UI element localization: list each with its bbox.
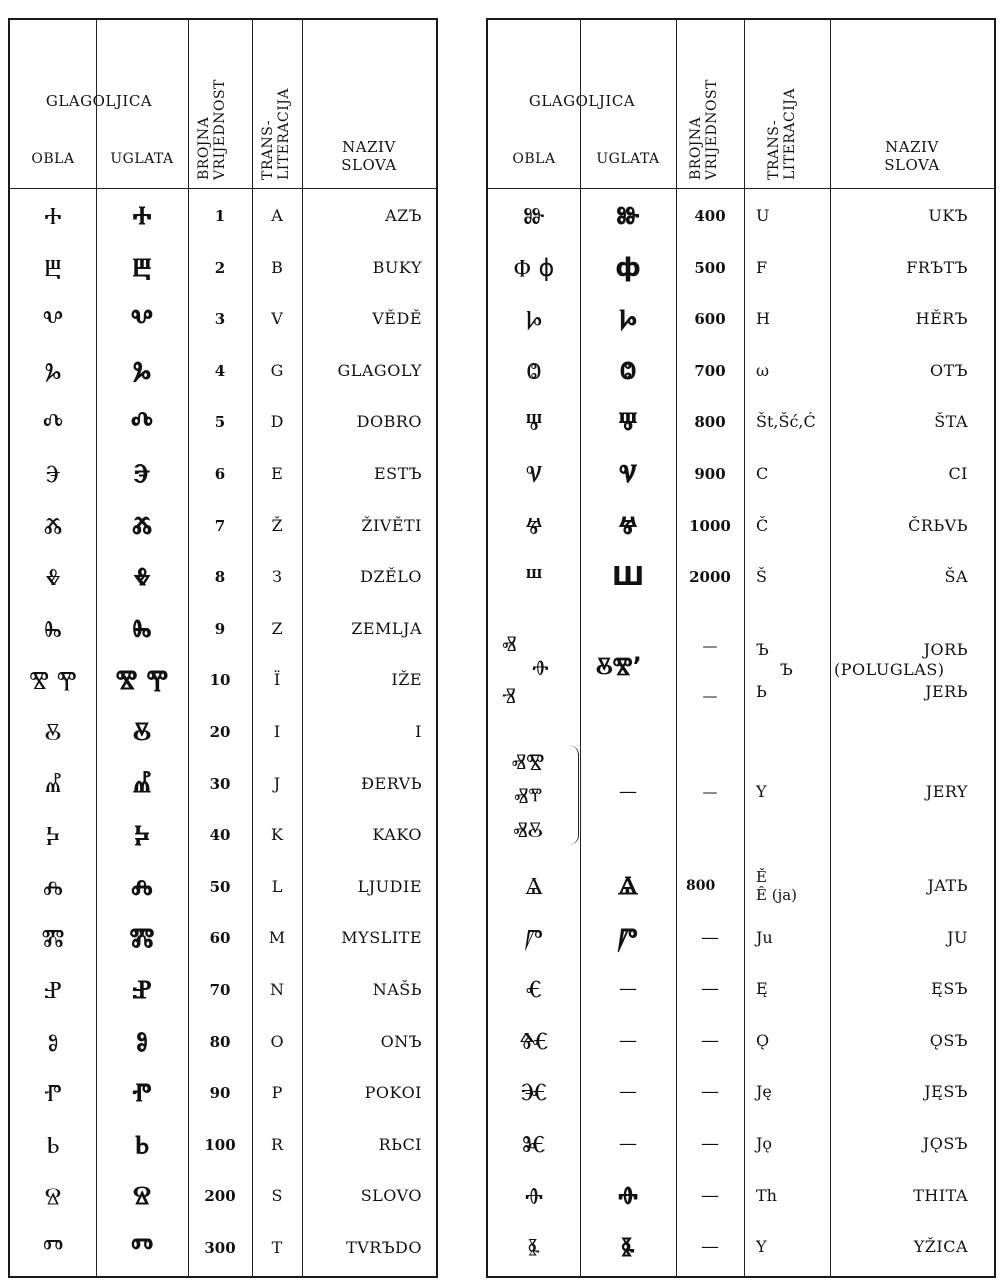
naziv-header-line2: SLOVA bbox=[341, 156, 397, 174]
numeric-value: 500 bbox=[694, 258, 726, 277]
jery-brace bbox=[568, 745, 579, 845]
brojna-vrijednost-header: BROJNA VRIJEDNOST bbox=[688, 79, 720, 180]
obla-glyph: Ⰰ bbox=[44, 202, 62, 230]
numeric-value: 900 bbox=[694, 465, 726, 483]
uglata-glyph: Ⰰ bbox=[132, 201, 152, 231]
uglata-glyph: Ⱑ bbox=[617, 871, 639, 901]
letter-name: VĚDĚ bbox=[372, 309, 422, 329]
obla-glyph: Ⱀ bbox=[44, 976, 62, 1004]
uglata-glyph: Ⰴ bbox=[130, 407, 154, 438]
letter-name: ǪSЪ bbox=[929, 1030, 968, 1050]
uglata-header: UGLATA bbox=[596, 151, 660, 167]
letter-name: ŠA bbox=[944, 567, 968, 587]
glagoljica-header: GLAGOLJICA bbox=[45, 92, 153, 110]
obla-glyph: Ⱁ bbox=[47, 1027, 59, 1056]
obla-glyph: Ⱈ bbox=[525, 305, 543, 334]
numeric-value: 40 bbox=[209, 826, 231, 845]
col-divider bbox=[744, 20, 745, 1276]
transliteration: Ę bbox=[756, 979, 768, 999]
uglata-glyph: Ⰿ bbox=[129, 923, 155, 954]
jat-translit-line2: Ê (ja) bbox=[756, 886, 798, 904]
jer-translit: Ь bbox=[756, 682, 767, 701]
numeric-value: 4 bbox=[214, 361, 226, 380]
poluglas-translit: Ъ bbox=[780, 660, 793, 679]
letter-name: KAKO bbox=[372, 825, 422, 845]
obla-glyph: Ⰷ bbox=[45, 563, 61, 592]
obla-glyph: Ⱂ bbox=[44, 1079, 62, 1108]
letter-name: I bbox=[415, 722, 422, 741]
numeric-value: 10 bbox=[209, 671, 231, 690]
jery-uglata: — bbox=[619, 781, 637, 802]
numeric-value: — bbox=[701, 926, 719, 948]
obla-glyph: Ⱎ bbox=[525, 563, 543, 592]
letter-name: YŽICA bbox=[913, 1237, 968, 1257]
uglata-glyph: — bbox=[619, 1081, 637, 1103]
letter-name: ŠTA bbox=[934, 412, 968, 432]
numeric-value: 70 bbox=[209, 981, 231, 999]
transliteracija-header: TRANS- LITERACIJA bbox=[260, 87, 292, 180]
letter-name: ĐERVЬ bbox=[361, 773, 422, 793]
jery-obla-glyph: ⰟⰊ bbox=[511, 750, 545, 775]
transliteration: Š bbox=[756, 567, 767, 587]
transliteration: V bbox=[271, 309, 283, 329]
left-letter-table bbox=[8, 18, 438, 1278]
jer-obla-bottom-glyph: Ⱐ bbox=[502, 684, 516, 709]
transliteration: O bbox=[270, 1031, 284, 1051]
obla-glyph: Ⱛ bbox=[527, 1233, 541, 1262]
transliteration: K bbox=[271, 825, 283, 845]
numeric-value: 1 bbox=[214, 207, 226, 225]
letter-name: ČRЬVЬ bbox=[908, 515, 968, 535]
numeric-value: 600 bbox=[694, 310, 726, 329]
uglata-glyph: Ⱌ bbox=[618, 459, 638, 489]
transliteration: Z bbox=[271, 618, 283, 638]
letter-name: GLAGOLY bbox=[337, 360, 422, 380]
uglata-glyph: Ⰾ bbox=[131, 871, 153, 902]
obla-glyph: Ⱇ ɸ bbox=[513, 253, 555, 282]
obla-glyph: Ⰻ bbox=[44, 718, 62, 746]
letter-name: NAŠЬ bbox=[372, 980, 422, 999]
numeric-value: 30 bbox=[209, 774, 231, 793]
letter-name: JU bbox=[947, 927, 968, 947]
obla-glyph: Ⰼ bbox=[44, 769, 62, 798]
obla-header: OBLA bbox=[512, 151, 556, 167]
transliteration: U bbox=[756, 206, 770, 225]
jor-name: JORЬ bbox=[923, 640, 968, 659]
numeric-value: 50 bbox=[209, 877, 231, 896]
uglata-glyph: Ⱀ bbox=[132, 975, 152, 1005]
right-letter-table bbox=[486, 18, 996, 1278]
letter-name: JǪSЪ bbox=[922, 1134, 968, 1153]
uglata-glyph: Ⱅ bbox=[131, 1233, 153, 1263]
transliteration: ω bbox=[756, 360, 770, 380]
transliteration: F bbox=[756, 257, 768, 277]
obla-glyph: Ⰽ bbox=[46, 821, 60, 850]
numeric-value: — bbox=[701, 1029, 719, 1051]
transliteration: D bbox=[270, 412, 284, 432]
transliteration: N bbox=[270, 980, 284, 999]
naziv-header-line1: NAZIV bbox=[885, 138, 939, 156]
numeric-value: 400 bbox=[694, 207, 726, 225]
obla-glyph: Ⰳ bbox=[44, 356, 62, 385]
numeric-value: 2000 bbox=[689, 568, 731, 587]
uglata-glyph: Ⰳ bbox=[132, 355, 152, 386]
uglata-glyph: Ⱓ bbox=[618, 922, 638, 953]
numeric-value: 7 bbox=[214, 516, 226, 535]
numeric-value: 3 bbox=[214, 310, 226, 329]
letter-name: RЬCI bbox=[378, 1134, 422, 1154]
transliteration: A bbox=[271, 206, 283, 225]
transliteration: Č bbox=[756, 515, 769, 535]
jery-translit: Y bbox=[756, 782, 767, 801]
numeric-value: 300 bbox=[204, 1239, 236, 1257]
obla-glyph: Ⱅ bbox=[42, 1234, 64, 1262]
transliteration: M bbox=[268, 928, 286, 948]
transliteration: B bbox=[271, 257, 283, 277]
uglata-glyph: Ⰺ Ⰹ bbox=[115, 665, 169, 696]
jat-translit-line1: Ě bbox=[756, 868, 767, 886]
uglata-glyph: — bbox=[619, 978, 637, 1000]
letter-name: POKOI bbox=[364, 1083, 422, 1103]
transliteration: Ï bbox=[273, 670, 281, 690]
letter-name: JĘSЪ bbox=[924, 1082, 968, 1102]
numeric-value: 90 bbox=[209, 1084, 231, 1103]
jer-value: — bbox=[702, 687, 718, 705]
transliteration: Y bbox=[756, 1237, 767, 1257]
transliteration: R bbox=[270, 1134, 284, 1154]
obla-glyph: Ⰲ bbox=[42, 305, 64, 334]
obla-glyph: Ⰴ bbox=[42, 408, 64, 437]
jer-name: JERЬ bbox=[925, 682, 968, 701]
jor-obla-mid-glyph: Ⱚ bbox=[532, 656, 549, 681]
numeric-value: 8 bbox=[214, 568, 226, 587]
obla-glyph: Ⱆ bbox=[523, 202, 545, 230]
transliteration: Ž bbox=[271, 515, 283, 535]
numeric-value: 5 bbox=[214, 413, 226, 432]
letter-name: ONЪ bbox=[380, 1031, 422, 1051]
obla-glyph: Ⰶ bbox=[43, 511, 63, 540]
letter-name: BUKY bbox=[372, 257, 422, 277]
numeric-value: — bbox=[701, 978, 719, 1000]
glagoljica-header: GLAGOLJICA bbox=[528, 92, 636, 110]
letter-name: ZEMLJA bbox=[351, 618, 422, 638]
transliteration: Ju bbox=[756, 927, 773, 947]
numeric-value: 9 bbox=[214, 619, 226, 638]
transliteration: I bbox=[273, 722, 281, 741]
uglata-glyph: Ⰽ bbox=[134, 820, 150, 851]
jery-value: — bbox=[702, 783, 718, 801]
naziv-header-line1: NAZIV bbox=[342, 138, 396, 156]
letter-name: ESTЪ bbox=[373, 464, 422, 483]
letter-name: SLOVO bbox=[360, 1186, 422, 1206]
obla-header: OBLA bbox=[31, 151, 75, 167]
letter-name: DZĚLO bbox=[360, 567, 422, 587]
transliteration: S bbox=[271, 1186, 283, 1206]
uglata-glyph: Ⰼ bbox=[132, 768, 152, 799]
obla-glyph: Ⱋ bbox=[525, 408, 543, 437]
letter-name: JATЬ bbox=[927, 876, 968, 895]
poluglas-name: (POLUGLAS) bbox=[834, 660, 945, 679]
obla-glyph: Ⰸ bbox=[44, 614, 62, 643]
numeric-value: 6 bbox=[214, 465, 226, 483]
uglata-glyph: Ⰶ bbox=[131, 510, 153, 541]
obla-glyph: Ⱃ bbox=[46, 1130, 60, 1159]
uglata-glyph: Ⱍ bbox=[618, 510, 638, 541]
uglata-header: UGLATA bbox=[110, 151, 174, 167]
letter-name: OTЪ bbox=[930, 360, 968, 380]
obla-glyph: Ⱍ bbox=[525, 511, 543, 540]
uglata-glyph: Ⱈ bbox=[619, 304, 637, 335]
letter-name: FRЪTЪ bbox=[906, 257, 968, 277]
letter-name: DOBRO bbox=[356, 412, 422, 432]
jor-value: — bbox=[702, 637, 718, 655]
uglata-glyph: Ⰲ bbox=[130, 304, 154, 335]
transliteration: T bbox=[271, 1238, 283, 1257]
numeric-value: 700 bbox=[694, 361, 726, 380]
obla-glyph: Ⱓ bbox=[524, 923, 544, 952]
letter-name: ŽIVĚTI bbox=[361, 515, 422, 535]
numeric-value: — bbox=[701, 1081, 719, 1103]
uglata-glyph: ф bbox=[615, 252, 641, 283]
transliteracija-header: TRANS- LITERACIJA bbox=[766, 87, 798, 180]
numeric-value: — bbox=[701, 1184, 719, 1206]
obla-glyph: Ⰵ bbox=[45, 460, 61, 488]
uglata-glyph: Ⰸ bbox=[132, 613, 152, 644]
uglata-glyph: — bbox=[619, 1029, 637, 1051]
obla-glyph: Ⱌ bbox=[525, 460, 543, 488]
uglata-glyph: Ⰻ bbox=[132, 717, 152, 747]
uglata-glyph: Ⰵ bbox=[133, 459, 151, 489]
numeric-value: 2 bbox=[214, 258, 226, 277]
numeric-value: 800 bbox=[694, 413, 726, 432]
uglata-glyph: Ⱂ bbox=[132, 1078, 152, 1109]
letter-name: LJUDIE bbox=[357, 876, 422, 896]
letter-name: ĘSЪ bbox=[931, 979, 968, 999]
uglata-glyph: Ⱁ bbox=[135, 1026, 149, 1057]
letter-name: TVRЪDO bbox=[346, 1238, 422, 1257]
obla-glyph: Ⰱ bbox=[44, 253, 62, 282]
transliteration: Ǫ bbox=[756, 1030, 770, 1050]
uglata-glyph: — bbox=[619, 1133, 637, 1154]
transliteration: H bbox=[756, 309, 770, 329]
uglata-glyph: Ⱛ bbox=[621, 1232, 635, 1263]
transliteration: Jǫ bbox=[756, 1134, 773, 1153]
obla-glyph: Ⰿ bbox=[41, 924, 65, 953]
letter-name: UKЪ bbox=[928, 206, 968, 225]
transliteration: Ję bbox=[756, 1082, 772, 1102]
letter-name: CI bbox=[948, 464, 968, 483]
uglata-glyph: Ⰱ bbox=[132, 252, 152, 283]
obla-glyph: Ⱘ bbox=[522, 1130, 546, 1158]
obla-glyph: Ⱉ bbox=[526, 356, 542, 385]
uglata-glyph: Ⱋ bbox=[618, 407, 638, 438]
obla-glyph: Ⱚ bbox=[524, 1181, 544, 1210]
numeric-value: — bbox=[701, 1236, 719, 1258]
brojna-vrijednost-header: BROJNA VRIJEDNOST bbox=[196, 79, 228, 180]
numeric-value: 800 bbox=[686, 878, 716, 894]
obla-glyph: Ⱔ bbox=[525, 975, 543, 1004]
letter-name: MYSLITE bbox=[341, 928, 422, 948]
uglata-glyph: Ⱆ bbox=[616, 201, 640, 231]
obla-glyph: Ⰾ bbox=[42, 872, 64, 901]
obla-glyph: Ⱙ bbox=[519, 1026, 549, 1055]
letter-name: THITA bbox=[913, 1185, 968, 1205]
naziv-header-line2: SLOVA bbox=[884, 156, 940, 174]
obla-glyph: Ⱗ bbox=[520, 1078, 548, 1107]
uglata-glyph: Ⱚ bbox=[618, 1180, 638, 1211]
transliteration: E bbox=[271, 464, 283, 483]
transliteration: Th bbox=[756, 1185, 777, 1205]
jery-obla-glyph: Ⱏⰹ bbox=[513, 784, 543, 809]
numeric-value: — bbox=[701, 1133, 719, 1154]
obla-glyph: Ⱑ bbox=[524, 872, 544, 900]
uglata-glyph: Ⰷ bbox=[133, 562, 151, 593]
jor-translit: Ъ bbox=[756, 640, 769, 659]
letter-name: IŽE bbox=[391, 670, 422, 690]
uglata-glyph: Ⱄ bbox=[132, 1181, 152, 1212]
obla-glyph: Ⰺ Ⰹ bbox=[29, 666, 77, 695]
numeric-value: 200 bbox=[204, 1187, 236, 1206]
jor-obla-top-glyph: Ⱏ bbox=[502, 632, 517, 657]
letter-name: HĚRЪ bbox=[915, 309, 968, 329]
header-divider bbox=[10, 188, 436, 189]
transliteration: Št,Šć,Ć bbox=[756, 412, 816, 432]
numeric-value: 20 bbox=[209, 723, 231, 741]
header-divider bbox=[488, 188, 994, 189]
transliteration: P bbox=[271, 1083, 283, 1103]
transliteration: L bbox=[271, 876, 283, 896]
jery-name: JERY bbox=[925, 782, 968, 801]
numeric-value: 100 bbox=[204, 1135, 236, 1154]
obla-glyph: Ⱄ bbox=[44, 1182, 62, 1211]
transliteration: З bbox=[272, 567, 282, 587]
transliteration: C bbox=[756, 464, 769, 483]
jor-uglata-glyph: ⰋⰊ’ bbox=[596, 652, 642, 680]
jery-obla-glyph: ⰟⰋ bbox=[513, 818, 543, 843]
letter-name: AZЪ bbox=[385, 206, 422, 225]
uglata-glyph: Ⱃ bbox=[134, 1129, 150, 1160]
uglata-glyph: Ⱉ bbox=[619, 355, 637, 386]
numeric-value: 1000 bbox=[689, 516, 731, 535]
transliteration: J bbox=[273, 773, 281, 793]
transliteration: G bbox=[270, 360, 284, 380]
numeric-value: 80 bbox=[209, 1032, 231, 1051]
numeric-value: 60 bbox=[209, 929, 231, 948]
uglata-glyph: Ш bbox=[611, 562, 645, 593]
